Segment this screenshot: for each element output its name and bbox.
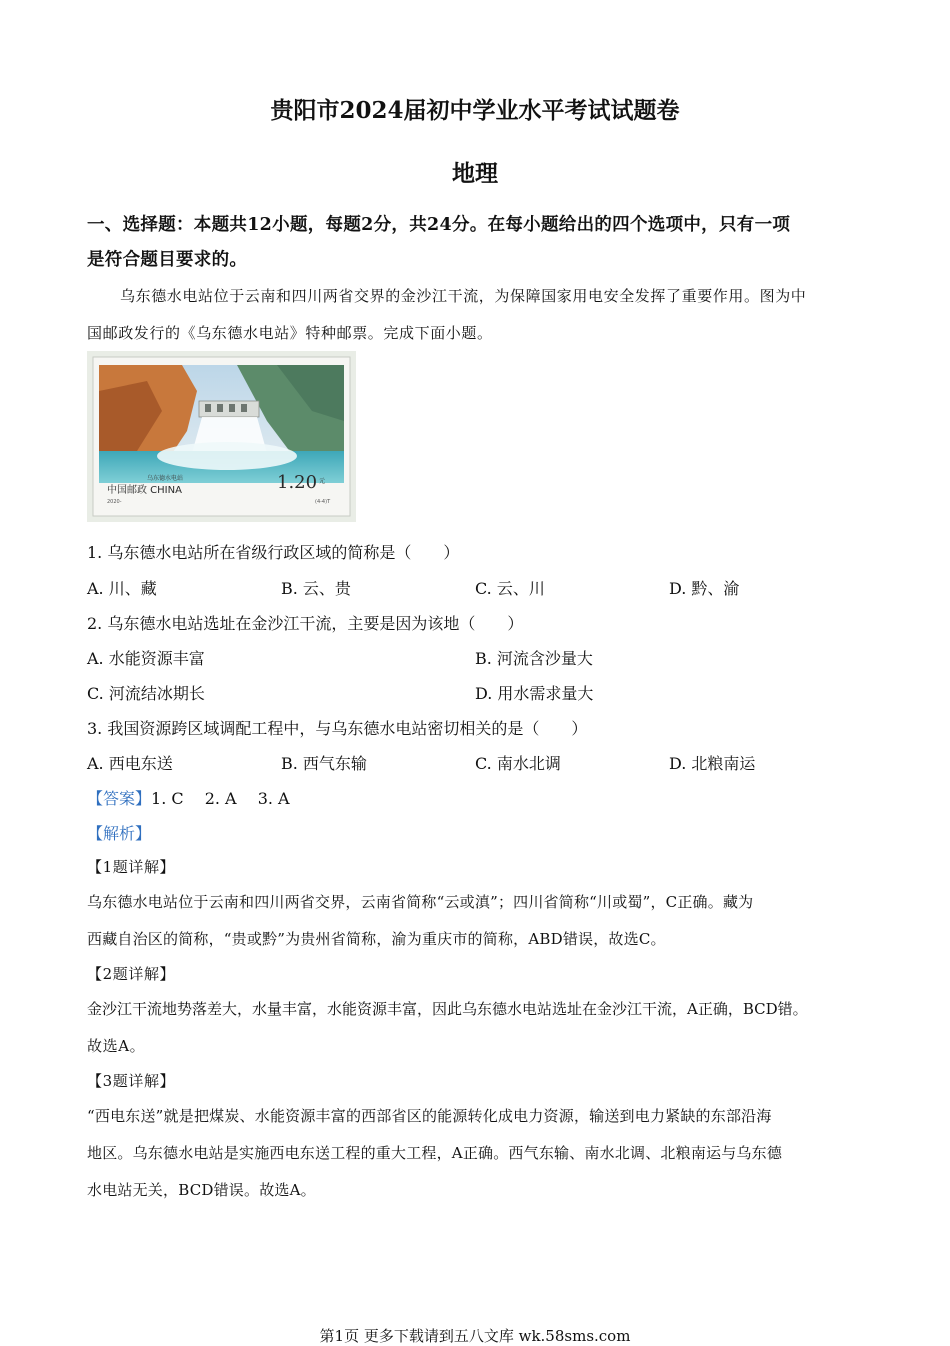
q3-option-d: D. 北粮南运 — [669, 754, 756, 773]
stamp-year-code: 2020- — [107, 499, 122, 505]
page-footer: 第1页 更多下载请到五八文库 wk.58sms.com — [319, 1327, 631, 1345]
q3-detail-line2: 地区。乌东德水电站是实施西电东送工程的重大工程，A正确。西气东输、南水北调、北粮南运与乌东德 — [87, 1144, 783, 1162]
page-title: 贵阳市2024届初中学业水平考试试题卷 — [270, 97, 680, 124]
question-1: 1. 乌东德水电站所在省级行政区域的简称是（ ） — [87, 543, 460, 562]
analysis-label: 【解析】 — [87, 824, 152, 843]
q3-option-b: B. 西气东输 — [281, 754, 367, 773]
q1-detail-line1: 乌东德水电站位于云南和四川两省交界，云南省简称“云或滇”；四川省简称“川或蜀”，C正确。藏为 — [87, 893, 754, 911]
stamp-serial: (4-4)T — [315, 499, 331, 505]
q2-option-b: B. 河流含沙量大 — [475, 649, 593, 668]
section-heading-line1: 一、选择题：本题共12小题，每题2分，共24分。在每小题给出的四个选项中，只有一项 — [87, 215, 791, 235]
subject-title: 地理 — [452, 160, 498, 187]
q1-option-b: B. 云、贵 — [281, 579, 351, 598]
stamp-postal-label: 中国邮政 CHINA — [107, 485, 182, 496]
q2-detail-line1: 金沙江干流地势落差大，水量丰富，水能资源丰富，因此乌东德水电站选址在金沙江干流，A正确，BCD错。 — [87, 1000, 808, 1018]
q2-detail-title: 【2题详解】 — [87, 965, 176, 983]
q2-option-c: C. 河流结冰期长 — [87, 684, 205, 703]
question-2: 2. 乌东德水电站选址在金沙江干流，主要是因为该地（ ） — [87, 614, 524, 633]
q2-option-a: A. 水能资源丰富 — [87, 649, 205, 668]
intro-line2: 国邮政发行的《乌东德水电站》特种邮票。完成下面小题。 — [87, 324, 493, 342]
q3-detail-line3: 水电站无关，BCD错误。故选A。 — [87, 1181, 316, 1199]
q3-detail-title: 【3题详解】 — [87, 1072, 176, 1090]
q3-option-c: C. 南水北调 — [475, 754, 561, 773]
q1-detail-line2: 西藏自治区的简称，“贵或黔”为贵州省简称，渝为重庆市的简称，ABD错误，故选C。 — [87, 930, 666, 948]
stamp-caption: 乌东德水电站 — [147, 475, 184, 482]
q3-detail-line1: “西电东送”就是把煤炭、水能资源丰富的西部省区的能源转化成电力资源，输送到电力紧缺的东部沿海 — [87, 1107, 772, 1125]
stamp-currency: 元 — [319, 478, 326, 485]
stamp-face-value: 1.20 — [277, 472, 318, 493]
q1-option-a: A. 川、藏 — [87, 579, 157, 598]
answer-label: 【答案】 — [87, 789, 152, 808]
q1-option-c: C. 云、川 — [475, 579, 545, 598]
q2-option-d: D. 用水需求量大 — [475, 684, 594, 703]
intro-line1: 乌东德水电站位于云南和四川两省交界的金沙江干流，为保障国家用电安全发挥了重要作用。图为中 — [120, 287, 807, 305]
answer-text: 1. C 2. A 3. A — [151, 789, 290, 808]
q3-option-a: A. 西电东送 — [87, 754, 173, 773]
q1-option-d: D. 黔、渝 — [669, 579, 740, 598]
answer-line — [87, 786, 290, 809]
q2-detail-line2: 故选A。 — [87, 1037, 146, 1055]
stamp-image — [87, 351, 356, 522]
section-heading-line2: 是符合题目要求的。 — [87, 250, 248, 270]
q1-detail-title: 【1题详解】 — [87, 858, 176, 876]
question-3: 3. 我国资源跨区域调配工程中，与乌东德水电站密切相关的是（ ） — [87, 719, 588, 738]
